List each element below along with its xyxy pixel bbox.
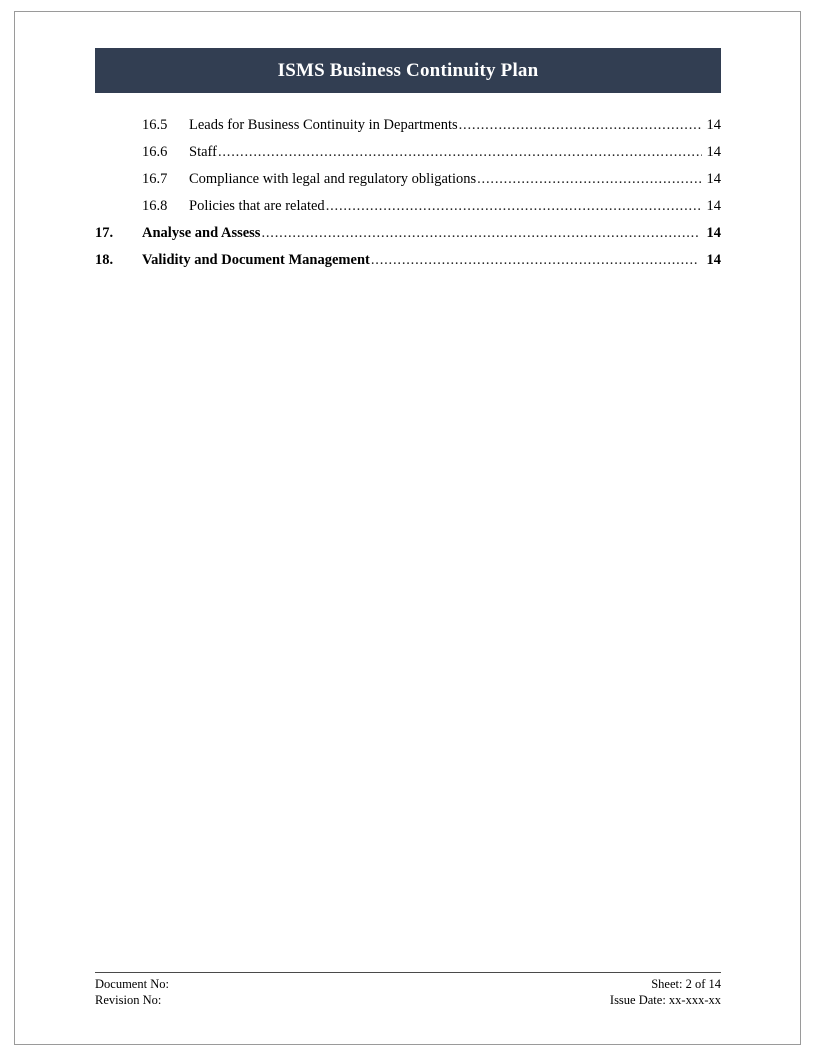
toc-entry-number: 16.7 [142,171,168,187]
toc-entry-page: 14 [706,117,721,133]
toc-entry-title: Validity and Document Management [142,252,370,268]
toc-entry-title: Compliance with legal and regulatory obligations [189,171,477,187]
toc-entry-title: Policies that are related [189,198,325,214]
document-title: ISMS Business Continuity Plan [277,59,539,81]
toc-leader-dots [459,118,702,133]
toc-entry-page: 14 [706,252,721,268]
footer-right-block [610,976,721,1008]
toc-entry-page: 14 [706,198,721,214]
footer-document-no: Document No: [95,977,169,991]
toc-entry[interactable] [95,220,721,247]
toc-entry[interactable] [95,112,721,139]
toc-entry-title: Analyse and Assess [142,225,261,241]
footer-left-block [95,976,169,1008]
toc-entry[interactable] [95,139,721,166]
toc-leader-dots [261,226,698,241]
toc-entry-number: 16.6 [142,144,168,160]
toc-entry-page: 14 [706,225,721,241]
toc-entry[interactable] [95,193,721,220]
toc-entry[interactable] [95,166,721,193]
document-footer [95,972,721,1008]
toc-entry-number: 18. [95,252,114,268]
footer-revision-no: Revision No: [95,993,162,1007]
toc-entry-page: 14 [706,171,721,187]
document-header-banner [95,48,721,93]
toc-entry-title: Staff [189,144,217,160]
toc-entry-title: Leads for Business Continuity in Departments [189,117,458,133]
toc-entry[interactable] [95,247,721,274]
toc-leader-dots [218,145,702,160]
toc-leader-dots [371,253,698,268]
table-of-contents [95,112,721,274]
toc-entry-number: 17. [95,225,114,241]
toc-leader-dots [477,172,702,187]
toc-leader-dots [326,199,702,214]
footer-sheet-number: Sheet: 2 of 14 [651,977,721,991]
toc-entry-number: 16.8 [142,198,168,214]
footer-issue-date: Issue Date: xx-xxx-xx [609,993,721,1007]
toc-entry-page: 14 [706,144,721,160]
toc-entry-number: 16.5 [142,117,168,133]
